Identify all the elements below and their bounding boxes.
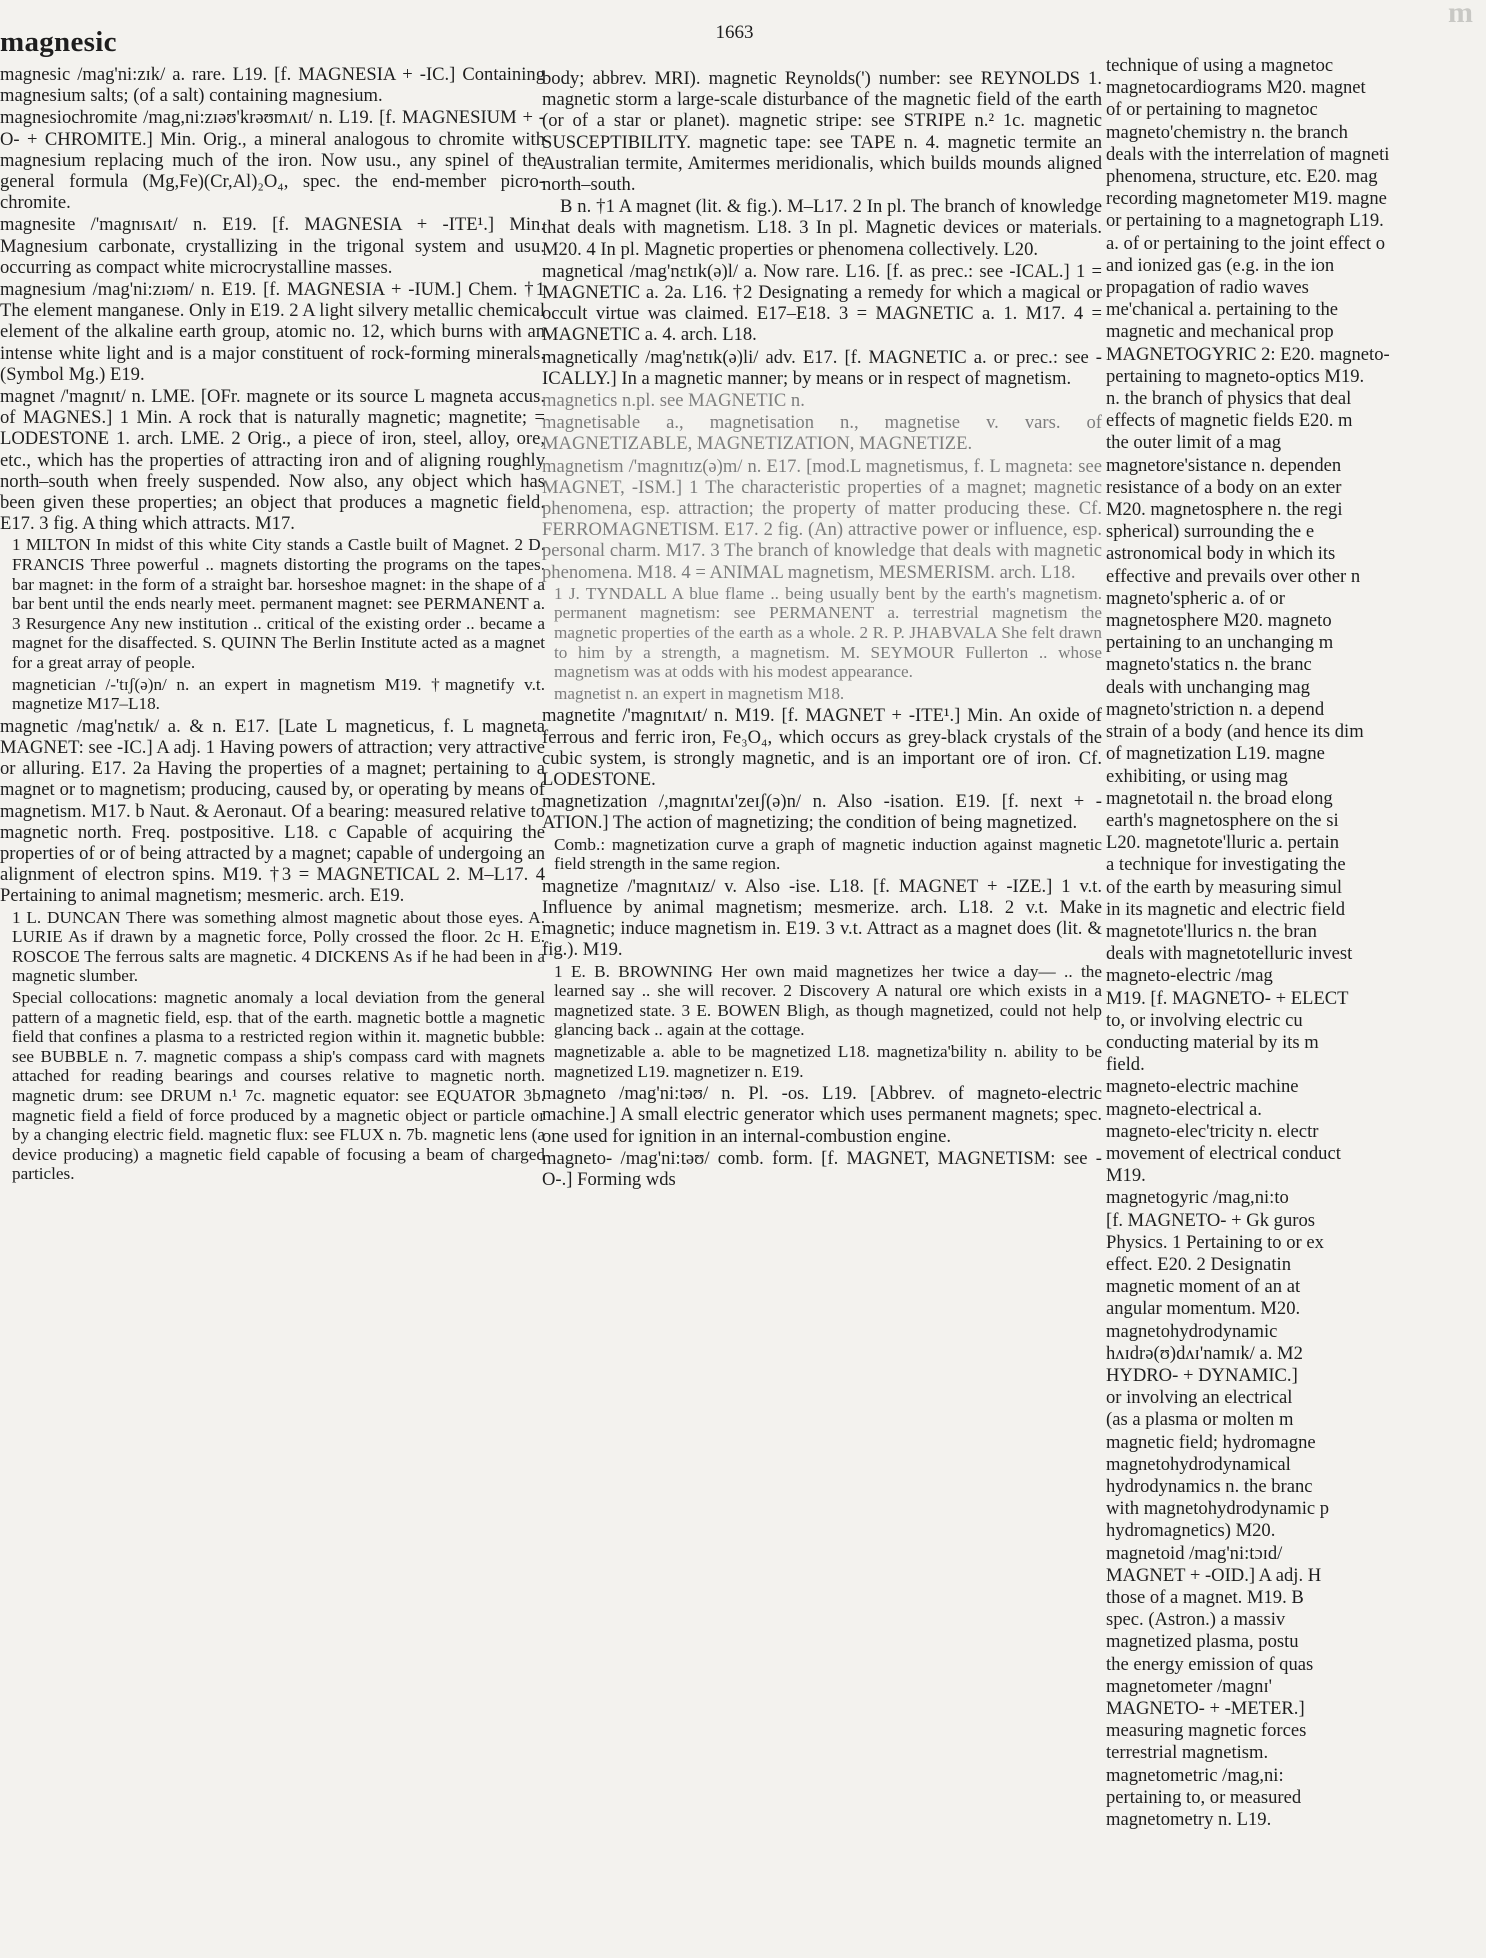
- right-column-line: propagation of radio waves: [1106, 277, 1309, 299]
- right-column-line: magnetometer /magnɪ': [1106, 1675, 1272, 1697]
- column-right: [1106, 55, 1486, 1831]
- right-column-line: magneto'striction n. a depend: [1106, 698, 1325, 720]
- right-column-line: (as a plasma or molten m: [1106, 1409, 1294, 1431]
- right-column-line: magnetic moment of an at: [1106, 1276, 1301, 1298]
- right-column-line: magneto'chemistry n. the branch: [1106, 121, 1348, 143]
- entry-magnetisable: magnetisable a., magnetisation n., magnetise v. vars. of MAGNETIZABLE, MAGNETIZATION, MAGNETIZE.: [542, 412, 1102, 455]
- entry-magnetically: magnetically /mag'nɛtɪk(ə)li/ adv. E17. [f. MAGNETIC a. or prec.: see -ICALLY.] In a magnetic manner; by means or in respect of magnetism.: [542, 346, 1102, 389]
- right-column-line: measuring magnetic forces: [1106, 1720, 1307, 1742]
- right-column-line: magnetometric /mag,ni:: [1106, 1764, 1284, 1786]
- right-column-line: those of a magnet. M19. B: [1106, 1587, 1304, 1609]
- right-column-line: or pertaining to a magnetograph L19.: [1106, 210, 1384, 232]
- entry-magneto-combining-form: magneto- /mag'ni:təʊ/ comb. form. [f. MAGNET, MAGNETISM: see -O-.] Forming wds: [542, 1147, 1102, 1191]
- quotations-magnetism: 1 J. TYNDALL A blue flame .. being usually bent by the earth's magnetism. permanent magnetism: see PERMANENT a. terrestrial magnetism the magnetic properties of the earth as a whole. 2 R. P. JHABVALA She felt drawn to him by a strength, a magnetism. M. SEYMOUR Fullerton .. whose magnetism was at odds with his modest appearance.: [554, 583, 1102, 682]
- right-column-line: or involving an electrical: [1106, 1387, 1293, 1409]
- right-column-line: magneto'spheric a. of or: [1106, 587, 1285, 609]
- entry-magnesic: magnesic /mag'ni:zɪk/ a. rare. L19. [f. MAGNESIA + -IC.] Containing magnesium salts; (of a salt) containing magnesium.: [0, 64, 545, 107]
- right-column-line: the energy emission of quas: [1106, 1653, 1314, 1675]
- right-column-line: [f. MAGNETO- + Gk guros: [1106, 1209, 1315, 1231]
- collocations-magnetic: Special collocations: magnetic anomaly a local deviation from the general pattern of a magnetic field, esp. that of the earth. magnetic bottle a magnetic field that confines a plasma to a restricted region within it. magnetic bubble: see BUBBLE n. 7. magnetic compass a ship's compass card with magnets attached for reading bearings and courses relative to magnetic north. magnetic drum: see DRUM n.¹ 7c. magnetic equator: see EQUATOR 3b. magnetic field a field of force produced by a magnetic object or particle or by a changing electric field. magnetic flux: see FLUX n. 7b. magnetic lens (a device producing) a magnetic field capable of focusing a beam of charged particles.: [12, 988, 545, 1184]
- entry-magnetite: magnetite /'magnɪtʌɪt/ n. M19. [f. MAGNET + -ITE¹.] Min. An oxide of ferrous and ferric iron, Fe₃O₄, which occurs as grey-black crystals of the cubic system, is strongly magnetic, and is an important ore of iron. Cf. LODESTONE.: [542, 705, 1102, 791]
- entry-magnetic-continued: body; abbrev. MRI). magnetic Reynolds(') number: see REYNOLDS 1. magnetic storm a large-scale disturbance of the magnetic field of the earth (or of a star or planet). magnetic stripe: see STRIPE n.² 1c. magnetic SUSCEPTIBILITY. magnetic tape: see TAPE n. 4. magnetic termite an Australian termite, Amitermes meridionalis, which builds mounds aligned north–south.: [542, 68, 1102, 196]
- right-column-line: of the earth by measuring simul: [1106, 876, 1342, 898]
- entry-magnetization: magnetization /,magnɪtʌɪ'zeɪʃ(ə)n/ n. Also -isation. E19. [f. next + -ATION.] The action of magnetizing; the condition of being magnetized.: [542, 791, 1102, 834]
- right-column-line: effects of magnetic fields E20. m: [1106, 410, 1353, 432]
- right-column-line: effective and prevails over other n: [1106, 565, 1361, 587]
- entry-magnetic-noun: B n. †1 A magnet (lit. & fig.). M–L17. 2 In pl. The branch of knowledge that deals with magnetism. L18. 3 In pl. Magnetic devices or materials. M20. 4 In pl. Magnetic properties or phenomena collectively. L20.: [542, 196, 1102, 260]
- right-column-line: magneto-elec'tricity n. electr: [1106, 1120, 1319, 1142]
- derivatives-magnetize: magnetizable a. able to be magnetized L18. magnetiza'bility n. ability to be magnetized L19. magnetizer n. E19.: [554, 1042, 1102, 1081]
- right-column-line: angular momentum. M20.: [1106, 1298, 1301, 1320]
- derivatives-magnetism: magnetist n. an expert in magnetism M18.: [554, 683, 845, 703]
- right-column-line: hydrodynamics n. the branc: [1106, 1476, 1313, 1497]
- entry-magnesite: magnesite /'magnɪsʌɪt/ n. E19. [f. MAGNESIA + -ITE¹.] Min. Magnesium carbonate, crystallizing in the trigonal system and usu. occurring as compact white microcrystalline masses.: [0, 214, 545, 278]
- right-column-line: me'chanical a. pertaining to the: [1106, 299, 1339, 321]
- right-column-line: deals with the interrelation of magneti: [1106, 143, 1390, 165]
- right-column-line: a. of or pertaining to the joint effect o: [1106, 232, 1385, 254]
- right-column-line: magnetogyric /mag,ni:to: [1106, 1187, 1289, 1209]
- right-column-line: movement of electrical conduct: [1106, 1142, 1341, 1164]
- page-number: 1663: [715, 22, 754, 43]
- right-column-line: phenomena, structure, etc. E20. mag: [1106, 166, 1378, 188]
- derivatives-magnet: magnetician /-'tɪʃ(ə)n/ n. an expert in magnetism M19. †magnetify v.t. magnetize M17–L18.: [12, 674, 545, 714]
- quotations-magnetize: 1 E. B. BROWNING Her own maid magnetizes her twice a day— .. the learned say .. she will recover. 2 Discovery A natural ore which exists in a magnetized state. 3 E. BOWEN Bligh, as though magnetized, could not help glancing back .. again at the cottage.: [554, 961, 1102, 1040]
- right-column-line: technique of using a magnetoc: [1106, 55, 1334, 76]
- entry-magnet: magnet /'magnɪt/ n. LME. [OFr. magnete or its source L magneta accus. of MAGNES.] 1 Min. A rock that is naturally magnetic; magnetite; = LODESTONE 1. arch. LME. 2 Orig., a piece of iron, steel, alloy, ore, etc., which has the properties of attracting iron and of aligning roughly north–south when freely suspended. Now also, any object which has been given these properties; an object that produces a magnetic field. E17. 3 fig. A thing which attracts. M17.: [0, 386, 545, 535]
- right-column-line: resistance of a body on an exter: [1106, 476, 1342, 498]
- right-column-line: of or pertaining to magnetoc: [1106, 99, 1318, 121]
- right-column-line: magnetore'sistance n. dependen: [1106, 454, 1342, 476]
- right-column-line: magneto-electric machine: [1106, 1076, 1299, 1098]
- entry-magnetize: magnetize /'magnɪtʌɪz/ v. Also -ise. L18. [f. MAGNET + -IZE.] 1 v.t. Influence by animal magnetism; mesmerize. arch. L18. 2 v.t. Make magnetic; induce magnetism in. E19. 3 v.t. Attract as a magnet does (lit. & fig.). M19.: [542, 875, 1102, 961]
- right-column-line: M19.: [1106, 1165, 1146, 1187]
- entry-magnetic: magnetic /mag'nɛtɪk/ a. & n. E17. [Late L magneticus, f. L magneta MAGNET: see -IC.] A adj. 1 Having powers of attraction; very attractive or alluring. E17. 2a Having the properties of a magnet; pertaining to a magnet or to magnetism; producing, caused by, or operating by means of magnetism. M17. b Naut. & Aeronaut. Of a bearing: measured relative to magnetic north. Freq. postpositive. L18. c Capable of acquiring the properties of or of being attracted by a magnet; capable of undergoing an alignment of electron spins. M19. †3 = MAGNETICAL 2. M–L17. 4 Pertaining to animal magnetism; mesmeric. arch. E19.: [0, 715, 545, 907]
- right-column-line: pertaining to an unchanging m: [1106, 632, 1334, 654]
- right-column-line: magnetote'llurics n. the bran: [1106, 920, 1317, 942]
- right-column-line: magnetometry n. L19.: [1106, 1809, 1272, 1831]
- right-column-line: magnetoid /mag'ni:tɔɪd/: [1106, 1542, 1283, 1564]
- right-column-line: MAGNETO- + -METER.]: [1106, 1698, 1305, 1720]
- right-column-line: deals with magnetotelluric invest: [1106, 943, 1353, 965]
- right-column-line: L20. magnetote'lluric a. pertain: [1106, 832, 1340, 854]
- right-column-line: HYDRO- + DYNAMIC.]: [1106, 1364, 1298, 1386]
- right-column-line: Physics. 1 Pertaining to or ex: [1106, 1231, 1324, 1253]
- right-column-line: strain of a body (and hence its dim: [1106, 721, 1364, 743]
- right-column-line: in its magnetic and electric field: [1106, 898, 1346, 920]
- entry-magnesiochromite: magnesiochromite /mag,ni:zɪəʊ'krəʊmʌɪt/ n. L19. [f. MAGNESIUM + -O- + CHROMITE.] Min. Orig., a mineral analogous to chromite with magnesium replacing much of the iron. Now usu., any spinel of the general formula (Mg,Fe)(Cr,Al)₂O₄, spec. the end-member picro-chromite.: [0, 107, 545, 214]
- right-column-line: with magnetohydrodynamic p: [1106, 1498, 1330, 1520]
- entry-magnetical: magnetical /mag'nɛtɪk(ə)l/ a. Now rare. L16. [f. as prec.: see -ICAL.] 1 = MAGNETIC a. 2a. L16. †2 Designating a remedy for which a magical or occult virtue was claimed. E17–E18. 3 = MAGNETIC a. 1. M17. 4 = MAGNETIC a. 4. arch. L18.: [542, 260, 1102, 346]
- right-column-line: M20. magnetosphere n. the regi: [1106, 499, 1343, 521]
- column-middle: [542, 68, 1102, 1191]
- right-column-line: magnetized plasma, postu: [1106, 1631, 1299, 1653]
- right-column-line: M19. [f. MAGNETO- + ELECT: [1106, 987, 1349, 1009]
- right-column-line: conducting material by its m: [1106, 1031, 1319, 1053]
- next-page-corner-mark: m: [1448, 0, 1473, 29]
- right-column-line: exhibiting, or using mag: [1106, 765, 1288, 787]
- right-column-line: magnetohydrodynamical: [1106, 1453, 1291, 1475]
- entry-magnetics: magnetics n.pl. see MAGNETIC n.: [542, 390, 805, 412]
- right-column-line: the outer limit of a mag: [1106, 432, 1282, 454]
- right-column-line: magneto-electrical a.: [1106, 1098, 1262, 1120]
- quotations-magnetic: 1 L. DUNCAN There was something almost magnetic about those eyes. A. LURIE As if drawn by a magnetic force, Polly crossed the floor. 2c H. E. ROSCOE The ferrous salts are magnetic. 4 DICKENS As if he had been in a magnetic slumber.: [12, 907, 545, 986]
- right-column-line: magnetohydrodynamic: [1106, 1320, 1278, 1342]
- right-column-line: field.: [1106, 1054, 1145, 1076]
- right-column-line: magnetic and mechanical prop: [1106, 321, 1334, 343]
- right-column-line: to, or involving electric cu: [1106, 1009, 1303, 1031]
- right-column-line: magneto-electric /mag: [1106, 965, 1273, 987]
- right-column-line: hydromagnetics) M20.: [1106, 1520, 1276, 1542]
- entry-magneto: magneto /mag'ni:təʊ/ n. Pl. -os. L19. [Abbrev. of magneto-electric machine.] A small electric generator which uses permanent magnets; spec. one used for ignition in an internal-combustion engine.: [542, 1083, 1102, 1147]
- right-column-line: pertaining to, or measured: [1106, 1786, 1302, 1808]
- right-column-line: MAGNETOGYRIC 2: E20. magneto-: [1106, 343, 1390, 365]
- right-column-line: spec. (Astron.) a massiv: [1106, 1609, 1286, 1631]
- column-left: [0, 64, 545, 1186]
- right-column-line: magneto'statics n. the branc: [1106, 654, 1312, 676]
- right-column-line: effect. E20. 2 Designatin: [1106, 1253, 1292, 1275]
- right-column-line: deals with unchanging mag: [1106, 676, 1310, 698]
- right-column-line: pertaining to magneto-optics M19.: [1106, 365, 1365, 387]
- right-column-line: MAGNET + -OID.] A adj. H: [1106, 1564, 1322, 1586]
- right-column-line: and ionized gas (e.g. in the ion: [1106, 254, 1335, 276]
- right-column-line: terrestrial magnetism.: [1106, 1742, 1269, 1764]
- right-column-line: recording magnetometer M19. magne: [1106, 188, 1387, 210]
- combination-magnetization: Comb.: magnetization curve a graph of magnetic induction against magnetic field strength in the same region.: [554, 834, 1102, 874]
- entry-magnetism: magnetism /'magnɪtɪz(ə)m/ n. E17. [mod.L magnetismus, f. L magneta: see MAGNET, -ISM.] 1 The characteristic properties of a magnet; magnetic phenomena, esp. attraction; the property of matter producing these. Cf. FERROMAGNETISM. E17. 2 fig. (An) attractive power or influence, esp. personal charm. M17. 3 The branch of knowledge that deals with magnetic phenomena. M18. 4 = ANIMAL magnetism, MESMERISM. arch. L18.: [542, 455, 1102, 583]
- right-column-line: magnetosphere M20. magneto: [1106, 610, 1332, 632]
- right-column-line: of magnetization L19. magne: [1106, 743, 1325, 765]
- right-column-line: magnetocardiograms M20. magnet: [1106, 77, 1366, 99]
- entry-magnesium: magnesium /mag'ni:zɪəm/ n. E19. [f. MAGNESIA + -IUM.] Chem. †1 The element manganese. Only in E19. 2 A light silvery metallic chemical element of the alkaline earth group, atomic no. 12, which burns with an intense white light and is a major constituent of rock-forming minerals. (Symbol Mg.) E19.: [0, 279, 545, 385]
- right-column-line: magnetic field; hydromagne: [1106, 1431, 1316, 1453]
- right-column-line: astronomical body in which its: [1106, 543, 1336, 565]
- right-column-line: magnetotail n. the broad elong: [1106, 787, 1333, 809]
- right-column-line: hʌɪdrə(ʊ)dʌɪ'namɪk/ a. M2: [1106, 1342, 1303, 1364]
- quotations-magnet: 1 MILTON In midst of this white City stands a Castle built of Magnet. 2 D. FRANCIS Three powerful .. magnets distorting the programs on the tapes. bar magnet: in the form of a straight bar. horseshoe magnet: in the shape of a bar bent until the ends nearly meet. permanent magnet: see PERMANENT a. 3 Resurgence Any new institution .. critical of the existing order .. became a magnet for the disaffected. S. QUINN The Berlin Institute acted as a magnet for a great array of people.: [12, 535, 545, 673]
- right-column-line: n. the branch of physics that deal: [1106, 388, 1352, 410]
- running-head: magnesic: [0, 26, 117, 58]
- right-column-line: a technique for investigating the: [1106, 854, 1346, 876]
- right-column-line: earth's magnetosphere on the si: [1106, 809, 1339, 831]
- right-column-line: spherical) surrounding the e: [1106, 521, 1315, 543]
